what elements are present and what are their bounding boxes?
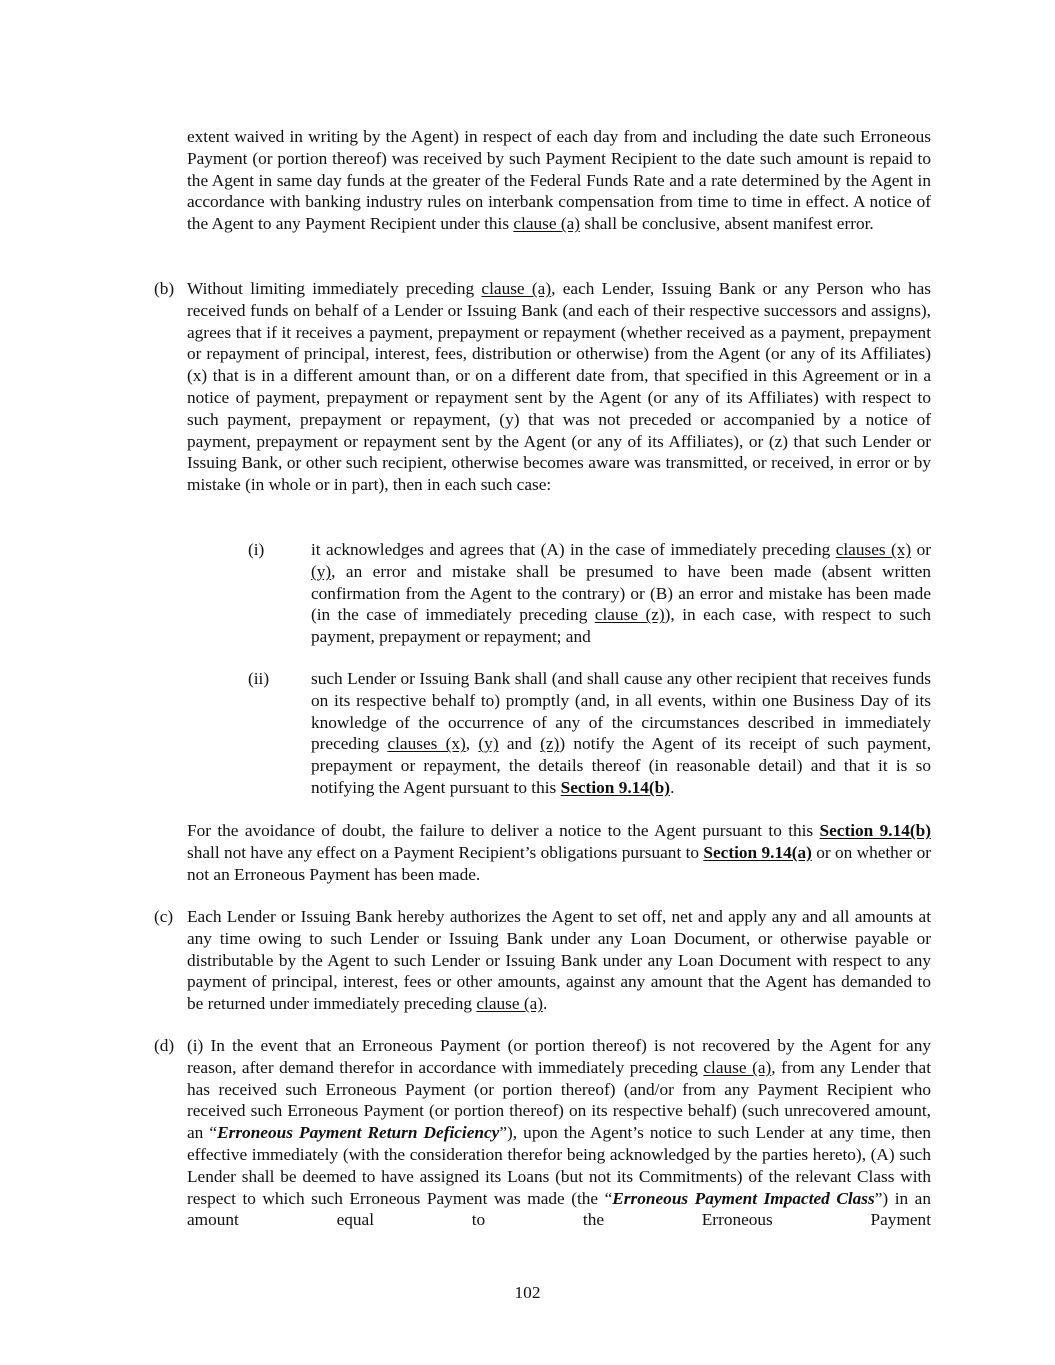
clause-reference: (y): [311, 561, 332, 581]
section-reference: Section 9.14(b): [560, 777, 671, 797]
text-run: Without limiting immediately preceding: [187, 279, 482, 298]
clause-reference: clause (a): [513, 214, 581, 234]
text-run: such Lender or Issuing Bank shall (and shall cause any other recipient that receives funds on its respective behalf to) promptly (and, in all events, within one Business Day of its knowledge of the occurrence of any of the circumstances described in immediately preceding: [311, 669, 931, 754]
paragraph-label-b: (b): [154, 279, 175, 298]
defined-term: Erroneous Payment Impacted Class: [612, 1188, 875, 1208]
text-run: For the avoidance of doubt, the failure to deliver a notice to the Agent pursuant to this: [187, 821, 820, 840]
clause-reference: clause (a): [703, 1057, 772, 1077]
text-run: or: [911, 540, 932, 559]
clause-reference: clause (z): [594, 605, 665, 625]
text-run: , an error and mistake shall be presumed to have been made (absent written confirmation from the Agent to the contrary) or (B) an error and mistake has been made (in the case of immediately preceding: [311, 561, 931, 625]
text-run: extent waived in writing by the Agent) in respect of each day from and including the date such Erroneous Payment (or portion thereof) was received by such Payment Recipient to the date such amount is repaid to the Agent in same day funds at the greater of the Federal Funds Rate and a rate determined by the Agent in accordance with banking industry rules on interbank compensation from time to time in effect. A notice of the Agent to any Payment Recipient under this: [187, 127, 931, 234]
text-run: ,: [465, 734, 479, 754]
text-run: or on whether or not an Erroneous Payment has been made.: [187, 842, 931, 884]
text-run: .: [543, 994, 548, 1014]
subparagraph-i: [311, 539, 931, 648]
clause-reference: (z): [540, 734, 560, 754]
continuation-paragraph: [187, 126, 931, 235]
avoidance-paragraph: [187, 820, 931, 885]
text-run: ), in each case, with respect to such payment, prepayment or repayment; and: [311, 605, 931, 647]
clause-reference: clauses (x): [835, 540, 912, 559]
clause-reference: (y): [478, 734, 499, 754]
paragraph-c: [187, 906, 931, 1015]
paragraph-d: [187, 1035, 931, 1231]
text-run: , from any Lender that has received such Erroneous Payment (or portion thereof) (and/or from any Payment Recipient who received such Erroneous Payment (or portion thereof) on its respective behalf) (such unrecovered amount, an “: [187, 1057, 931, 1143]
text-run: it acknowledges and agrees that (A) in the case of immediately preceding: [311, 540, 836, 559]
paragraph-b: [187, 278, 931, 496]
clause-reference: clause (a): [476, 994, 544, 1014]
subparagraph-label-i: (i): [248, 540, 265, 559]
subparagraph-ii: [311, 668, 931, 799]
text-run: and: [498, 734, 541, 754]
text-run: ”) in an amount equal to the Erroneous Payment: [187, 1188, 931, 1230]
text-run: .: [670, 777, 675, 797]
text-run: shall be conclusive, absent manifest error.: [580, 214, 874, 234]
text-run: , each Lender, Issuing Bank or any Person who has received funds on behalf of a Lender or Issuing Bank (and each of their respective successors and assigns), agrees that if it receives a payment, prepayment or repayment (whether received as a payment, prepayment or repayment of principal, interest, fees, distribution or otherwise) from the Agent (or any of its Affiliates) (x) that is in a different amount than, or on a different date from, that specified in this Agreement or in a notice of payment, prepayment or repayment sent by the Agent (or any of its Affiliates) with respect to such payment, prepayment or repayment, (y) that was not preceded or accompanied by a notice of payment, prepayment or repayment sent by the Agent (or any of its Affiliates), or (z) that such Lender or Issuing Bank, or other such recipient, otherwise becomes aware was transmitted, or received, in error or by mistake (in whole or in part), then in each such case:: [187, 279, 931, 495]
text-run: (i) In the event that an Erroneous Payment (or portion thereof) is not recovered by the Agent for any reason, after demand therefor in accordance with immediately preceding: [187, 1036, 931, 1077]
clause-reference: clause (a): [481, 279, 552, 298]
defined-term: Erroneous Payment Return Deficiency: [217, 1123, 500, 1143]
text-run: ”), upon the Agent’s notice to such Lender at any time, then effective immediately (with the consideration therefor being acknowledged by the parties hereto), (A) such Lender shall be deemed to have assigned its Loans (but not its Commitments) of the relevant Class with respect to which such Erroneous Payment was made (the “: [187, 1123, 931, 1208]
paragraph-label-c: (c): [154, 907, 174, 926]
clause-reference: clauses (x): [387, 734, 466, 754]
text-run: shall not have any effect on a Payment Recipient’s obligations pursuant to: [187, 842, 704, 862]
section-reference: Section 9.14(a): [703, 842, 812, 862]
subparagraph-label-ii: (ii): [248, 669, 270, 688]
text-run: Each Lender or Issuing Bank hereby authorizes the Agent to set off, net and apply any and all amounts at any time owing to such Lender or Issuing Bank under any Loan Document, or otherwise payable or distributable by the Agent to such Lender or Issuing Bank under any Loan Document with respect to any payment of principal, interest, fees or other amounts, against any amount that the Agent has demanded to be returned under immediately preceding: [187, 907, 931, 1014]
text-run: ) notify the Agent of its receipt of such payment, prepayment or repayment, the details thereof (in reasonable detail) and that it is so notifying the Agent pursuant to this: [311, 734, 932, 797]
paragraph-label-d: (d): [154, 1036, 175, 1055]
page-number: 102: [514, 1283, 541, 1302]
section-reference: Section 9.14(b): [819, 821, 931, 840]
